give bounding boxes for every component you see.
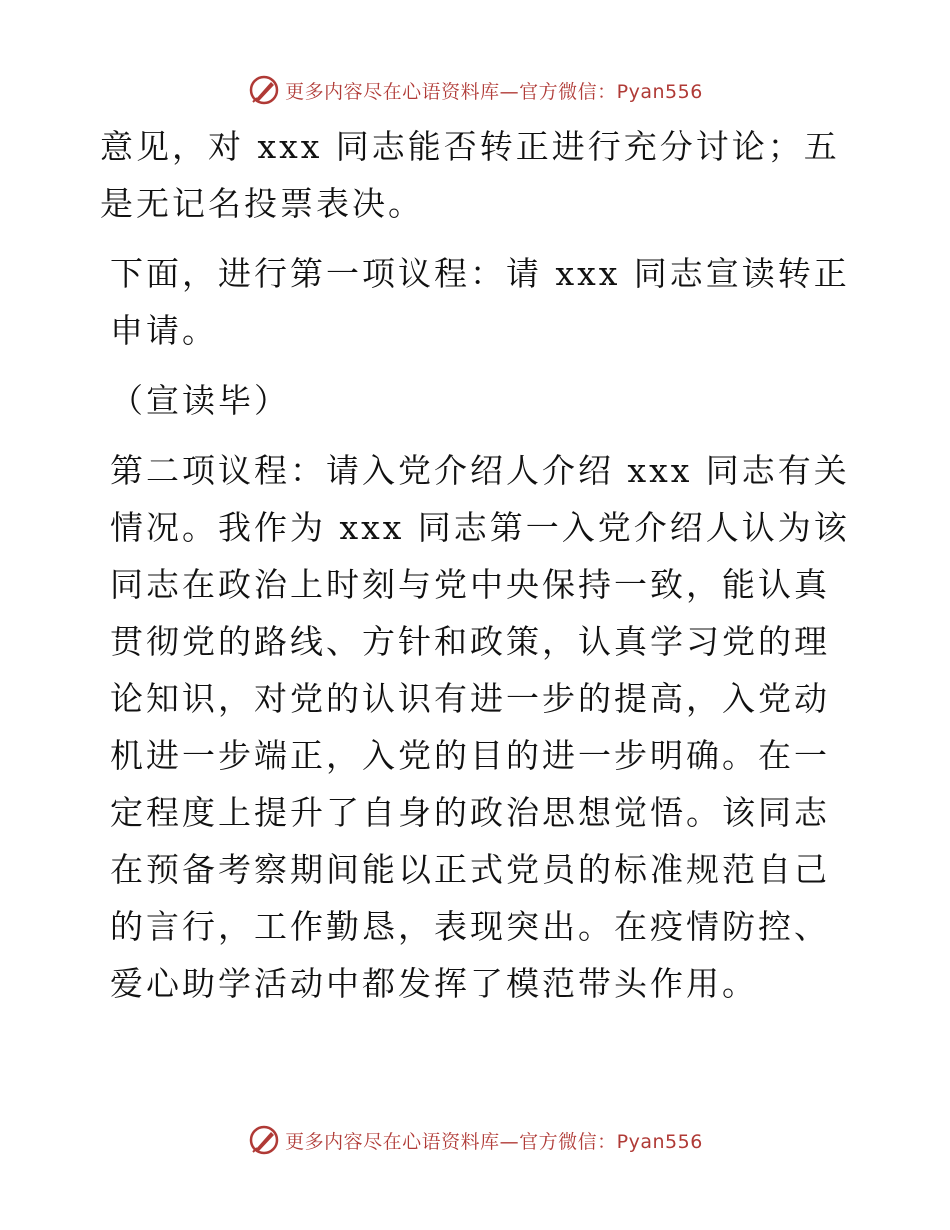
document-body — [100, 118, 850, 1025]
quill-pen-circle-icon — [247, 1123, 281, 1157]
header-banner — [0, 70, 950, 110]
footer-banner — [0, 1120, 950, 1160]
paragraph-voting-method: 意见，对 xxx 同志能否转正进行充分讨论；五是无记名投票表决。 — [100, 127, 840, 223]
paragraph-first-agenda: 下面，进行第一项议程：请 xxx 同志宣读转正申请。 — [110, 254, 850, 350]
footer-banner-text: 更多内容尽在心语资料库—官方微信：Pyan556 — [285, 1130, 703, 1153]
paragraph-reading-done: （宣读毕） — [110, 381, 290, 420]
header-banner-text: 更多内容尽在心语资料库—官方微信：Pyan556 — [285, 80, 703, 103]
quill-pen-circle-icon — [247, 73, 281, 107]
paragraph-second-agenda: 第二项议程：请入党介绍人介绍 xxx 同志有关情况。我作为 xxx 同志第一入党介绍人认为该同志在政治上时刻与党中央保持一致，能认真贯彻党的路线、方针和政策，认真学习党的理论知识，对党的认识有进一步的提高，入党动机进一步端正，入党的目的进一步明确。在一定程度上提升了自身的政治思想觉悟。该同志在预备考察期间能以正式党员的标准规范自己的言行，工作勤恳，表现突出。在疫情防控、爱心助学活动中都发挥了模范带头作用。 — [110, 451, 850, 1003]
